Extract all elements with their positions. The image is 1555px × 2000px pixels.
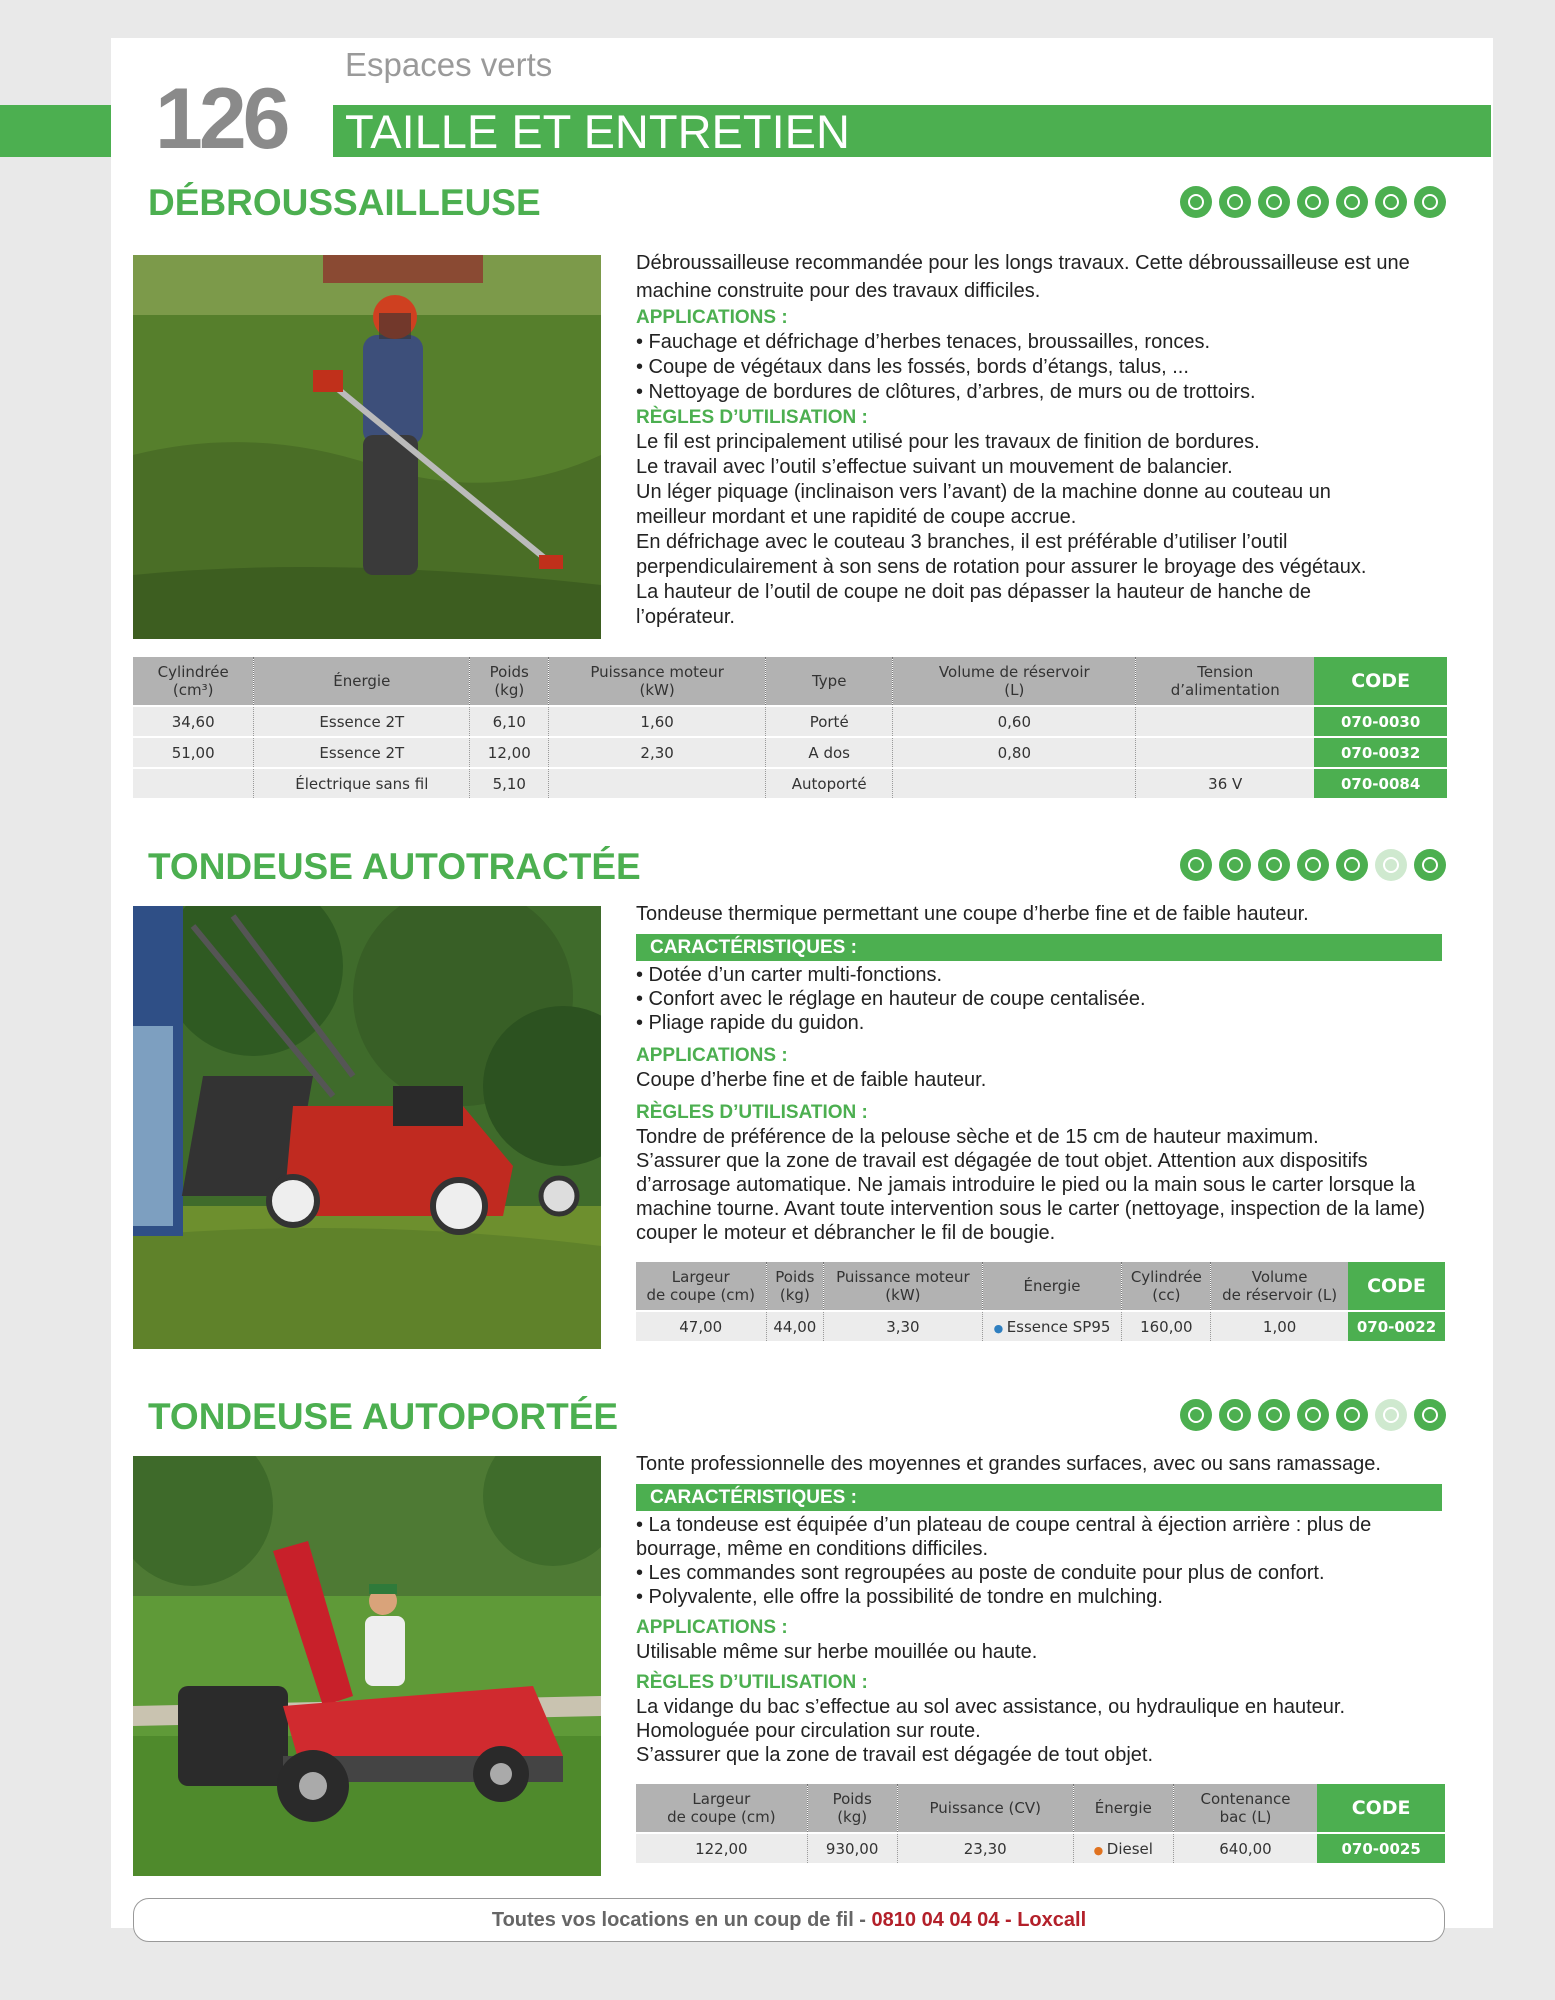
rule-text: Homologuée pour circulation sur route. — [636, 1720, 981, 1742]
column-header: Volume de réservoir (L) — [1211, 1262, 1348, 1311]
table-cell: 2,30 — [549, 737, 766, 768]
safety-boots-icon — [1336, 186, 1368, 218]
table-cell: Autoporté — [766, 768, 893, 798]
energy-label: Essence SP95 — [1006, 1317, 1111, 1336]
rules-label: RÈGLES D’UTILISATION : — [636, 1672, 868, 1693]
table-cell — [1136, 737, 1315, 768]
list-item: • Nettoyage de bordures de clôtures, d’arbres, de murs ou de trottoirs. — [636, 381, 1256, 403]
list-item: • Les commandes sont regroupées au poste de conduite pour plus de confort. — [636, 1562, 1325, 1584]
safety-icons — [1180, 186, 1446, 218]
column-header: Largeur de coupe (cm) — [636, 1784, 807, 1833]
section-name: Espaces verts — [345, 46, 553, 83]
column-header: Type — [766, 657, 893, 706]
page-number: 126 — [155, 71, 287, 167]
table-row — [636, 1833, 1445, 1863]
spec-table — [133, 657, 1447, 798]
column-header: Puissance moteur (kW) — [824, 1262, 982, 1311]
table-row — [636, 1311, 1445, 1341]
column-header: Puissance moteur (kW) — [549, 657, 766, 706]
product-description — [636, 249, 1456, 630]
column-header: Largeur de coupe (cm) — [636, 1262, 766, 1311]
table-cell — [549, 768, 766, 798]
spec-table — [636, 1784, 1445, 1863]
applications-label: APPLICATIONS : — [636, 307, 788, 328]
product-intro: Tonte professionnelle des moyennes et grandes surfaces, avec ou sans ramassage. — [636, 1453, 1381, 1475]
product-intro: Débroussailleuse recommandée pour les longs travaux. Cette débroussailleuse est une machine construite pour des travaux difficiles. — [636, 252, 1410, 302]
product-description — [636, 902, 1456, 1245]
table-cell: 0,60 — [893, 706, 1136, 737]
fuel-drop-icon: ● — [1093, 1843, 1107, 1857]
table-cell: 1,60 — [549, 706, 766, 737]
rule-text: La vidange du bac s’effectue au sol avec assistance, ou hydraulique en hauteur. — [636, 1696, 1346, 1718]
features-label: CARACTÉRISTIQUES : — [636, 1484, 1442, 1511]
rule-text: Tondre de préférence de la pelouse sèche et de 15 cm de hauteur maximum. — [636, 1126, 1319, 1148]
gloves-icon — [1297, 849, 1329, 881]
page-title: TAILLE ET ENTRETIEN — [345, 105, 850, 158]
table-cell: 930,00 — [807, 1833, 897, 1863]
helmet-icon — [1258, 849, 1290, 881]
safety-boots-icon — [1336, 1399, 1368, 1431]
work-clothes-icon — [1414, 849, 1446, 881]
list-item: • La tondeuse est équipée d’un plateau de coupe central à éjection arrière : plus de bourrage, même en conditions difficiles. — [636, 1514, 1372, 1560]
head-protection-icon — [1375, 1399, 1407, 1431]
list-item: • Dotée d’un carter multi-fonctions. — [636, 964, 943, 986]
list-item: • Pliage rapide du guidon. — [636, 1012, 865, 1034]
table-cell: 51,00 — [133, 737, 254, 768]
work-clothes-icon — [1414, 186, 1446, 218]
page-title-bar — [333, 105, 1491, 157]
application-text: Utilisable même sur herbe mouillée ou haute. — [636, 1641, 1038, 1663]
table-row — [133, 737, 1447, 768]
column-header: Cylindrée (cm³) — [133, 657, 254, 706]
table-cell — [133, 768, 254, 798]
product-code: 070-0025 — [1317, 1833, 1445, 1863]
rule-text: S’assurer que la zone de travail est dégagée de tout objet. — [636, 1744, 1154, 1766]
table-cell: A dos — [766, 737, 893, 768]
table-header-row — [636, 1784, 1445, 1833]
column-header: Poids (kg) — [807, 1784, 897, 1833]
table-cell: 6,10 — [470, 706, 549, 737]
product-code: 070-0022 — [1348, 1311, 1445, 1341]
table-row — [133, 706, 1447, 737]
column-header: Volume de réservoir (L) — [893, 657, 1136, 706]
table-cell: 36 V — [1136, 768, 1315, 798]
rule-text: Un léger piquage (inclinaison vers l’avant) de la machine donne au couteau un meilleur mordant et une rapidité de coupe accrue. — [636, 481, 1331, 528]
safety-icons — [1180, 849, 1446, 881]
product-description — [636, 1452, 1456, 1767]
table-cell — [1136, 706, 1315, 737]
product-code: 070-0030 — [1314, 706, 1447, 737]
column-header: Énergie — [254, 657, 470, 706]
list-item: • Confort avec le réglage en hauteur de coupe centalisée. — [636, 988, 1146, 1010]
table-cell: 5,10 — [470, 768, 549, 798]
footer-text: Toutes vos locations en un coup de fil - — [491, 1909, 872, 1931]
list-item: • Coupe de végétaux dans les fossés, bords d’étangs, talus, ... — [636, 356, 1189, 378]
rule-text: Le fil est principalement utilisé pour les travaux de finition de bordures. — [636, 431, 1260, 453]
column-header: Poids (kg) — [470, 657, 549, 706]
energy-label: Diesel — [1106, 1839, 1153, 1858]
table-cell: 0,80 — [893, 737, 1136, 768]
safety-boots-icon — [1336, 849, 1368, 881]
applications-label: APPLICATIONS : — [636, 1045, 788, 1066]
gloves-icon — [1297, 1399, 1329, 1431]
table-cell: 23,30 — [897, 1833, 1073, 1863]
ride-on-mower-photo — [133, 1456, 601, 1876]
product-code: 070-0084 — [1314, 768, 1447, 798]
features-label: CARACTÉRISTIQUES : — [636, 934, 1442, 961]
product-title: TONDEUSE AUTOPORTÉE — [148, 1396, 619, 1437]
list-item: • Fauchage et défrichage d’herbes tenaces, broussailles, ronces. — [636, 331, 1211, 353]
table-cell: 34,60 — [133, 706, 254, 737]
table-cell — [1073, 1833, 1173, 1863]
gloves-icon — [1297, 186, 1329, 218]
product-intro: Tondeuse thermique permettant une coupe d’herbe fine et de faible hauteur. — [636, 903, 1309, 925]
rule-text: En défrichage avec le couteau 3 branches, il est préférable d’utiliser l’outil perpendiculairement à son sens de rotation pour assurer le broyage des végétaux. — [636, 531, 1367, 578]
table-cell: 47,00 — [636, 1311, 766, 1341]
rules-label: RÈGLES D’UTILISATION : — [636, 1102, 868, 1123]
code-column-header: CODE — [1317, 1784, 1445, 1833]
water-drop-icon: ● — [993, 1321, 1007, 1335]
table-cell: Électrique sans fil — [254, 768, 470, 798]
table-cell: 640,00 — [1173, 1833, 1317, 1863]
rules-label: RÈGLES D’UTILISATION : — [636, 407, 868, 428]
table-cell — [893, 768, 1136, 798]
column-header: Énergie — [1073, 1784, 1173, 1833]
table-cell: 160,00 — [1122, 1311, 1211, 1341]
column-header: Contenance bac (L) — [1173, 1784, 1317, 1833]
helmet-icon — [1258, 186, 1290, 218]
product-title: TONDEUSE AUTOTRACTÉE — [148, 846, 641, 887]
list-item: • Polyvalente, elle offre la possibilité de tondre en mulching. — [636, 1586, 1163, 1608]
rule-text: Le travail avec l’outil s’effectue suivant un mouvement de balancier. — [636, 456, 1233, 478]
table-cell: Essence 2T — [254, 706, 470, 737]
application-text: Coupe d’herbe fine et de faible hauteur. — [636, 1069, 987, 1091]
product-title: DÉBROUSSAILLEUSE — [148, 182, 541, 223]
work-clothes-icon — [1414, 1399, 1446, 1431]
rule-text: La hauteur de l’outil de coupe ne doit pas dépasser la hauteur de hanche de l’opérateur. — [636, 581, 1311, 628]
table-cell: 1,00 — [1211, 1311, 1348, 1341]
header-accent-bar — [0, 105, 111, 157]
table-cell — [982, 1311, 1122, 1341]
table-cell: 44,00 — [766, 1311, 824, 1341]
face-shield-icon — [1180, 186, 1212, 218]
table-header-row — [636, 1262, 1445, 1311]
self-propelled-mower-photo — [133, 906, 601, 1349]
column-header: Tension d’alimentation — [1136, 657, 1315, 706]
helmet-icon — [1258, 1399, 1290, 1431]
column-header: Poids (kg) — [766, 1262, 824, 1311]
head-protection-icon — [1375, 849, 1407, 881]
table-cell: Porté — [766, 706, 893, 737]
applications-label: APPLICATIONS : — [636, 1617, 788, 1638]
product-code: 070-0032 — [1314, 737, 1447, 768]
footer-separator: - — [999, 1909, 1018, 1931]
ear-protection-icon — [1219, 1399, 1251, 1431]
footer-phone[interactable]: 0810 04 04 04 — [871, 1909, 1000, 1931]
code-column-header: CODE — [1314, 657, 1447, 706]
face-shield-icon — [1180, 1399, 1212, 1431]
ear-protection-icon — [1219, 849, 1251, 881]
ear-protection-icon — [1219, 186, 1251, 218]
rule-text: S’assurer que la zone de travail est dégagée de tout objet. Attention aux dispositifs d’arrosage automatique. Ne jamais introduire le pied ou la main sous le carter lorsque la machine tourne. Avant toute intervention sous le carter (nettoyage, inspection de la lame) couper le moteur et débrancher le fil de bougie. — [636, 1150, 1425, 1244]
face-shield-icon — [1180, 849, 1212, 881]
footer-banner — [133, 1898, 1445, 1942]
table-cell: 122,00 — [636, 1833, 807, 1863]
column-header: Puissance (CV) — [897, 1784, 1073, 1833]
brush-cutter-photo — [133, 255, 601, 639]
column-header: Cylindrée (cc) — [1122, 1262, 1211, 1311]
code-column-header: CODE — [1348, 1262, 1445, 1311]
safety-icons — [1180, 1399, 1446, 1431]
table-cell: 3,30 — [824, 1311, 982, 1341]
table-header-row — [133, 657, 1447, 706]
table-cell: Essence 2T — [254, 737, 470, 768]
head-protection-icon — [1375, 186, 1407, 218]
spec-table — [636, 1262, 1445, 1341]
footer-brand: Loxcall — [1017, 1909, 1087, 1931]
table-row — [133, 768, 1447, 798]
column-header: Énergie — [982, 1262, 1122, 1311]
table-cell: 12,00 — [470, 737, 549, 768]
